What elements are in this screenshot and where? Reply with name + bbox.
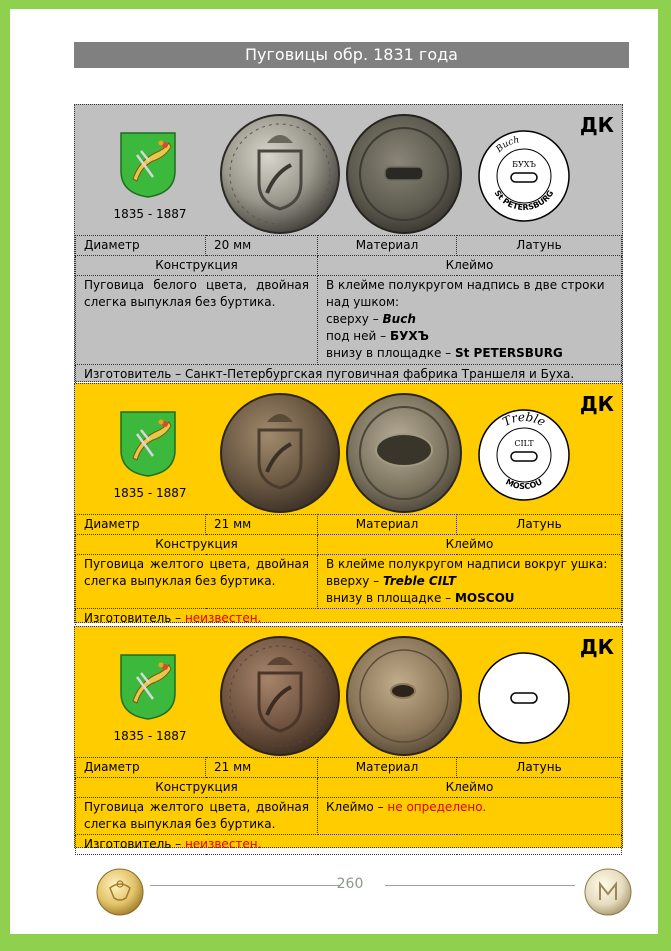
stamp-line-1: Клеймо – не определено. <box>326 800 487 814</box>
info-table <box>75 235 622 385</box>
footer-divider-right <box>385 885 575 886</box>
material-value: Латунь <box>457 236 622 256</box>
years-label: 1835 - 1887 <box>113 486 187 500</box>
diameter-value: 21 мм <box>206 515 318 535</box>
button-back-image <box>345 635 463 757</box>
construction-text: Пуговица белого цвета, двойная слегка выпуклая без буртика. <box>76 276 318 365</box>
stamp-drawing <box>477 408 571 502</box>
kharkov-coat-of-arms-icon <box>119 131 177 199</box>
button-back-image <box>345 392 463 514</box>
material-value: Латунь <box>457 758 622 778</box>
maker-row: Изготовитель – неизвестен. <box>76 609 622 629</box>
button-card-3 <box>74 626 623 851</box>
diameter-value: 21 мм <box>206 758 318 778</box>
years-label: 1835 - 1887 <box>113 729 187 743</box>
stamp-line-2: сверху – Buch <box>326 312 416 326</box>
kharkov-coat-of-arms-icon <box>119 410 177 478</box>
stamp-line-2: вверху – Treble CILT <box>326 574 457 588</box>
dk-badge: ДК <box>579 113 614 137</box>
stamp-line-1: В клейме полукругом надписи вокруг ушка: <box>326 557 608 571</box>
page-number: 260 <box>336 876 364 892</box>
years-label: 1835 - 1887 <box>113 207 187 221</box>
footer-left-button-icon <box>96 868 144 916</box>
dk-badge: ДК <box>579 392 614 416</box>
stamp-description <box>318 798 622 835</box>
maker-row: Изготовитель – неизвестен. <box>76 835 622 855</box>
stamp-bottom-text: MOSCOU <box>504 477 544 492</box>
diameter-label: Диаметр <box>76 236 206 256</box>
stamp-line-3: под ней – БУХЪ <box>326 329 429 343</box>
stamp-header: Клеймо <box>318 535 622 555</box>
construction-header: Конструкция <box>76 535 318 555</box>
stamp-bottom-text: St PETERSBURG <box>492 188 556 213</box>
stamp-description <box>318 276 622 365</box>
maker-row: Изготовитель – Санкт-Петербургская пуговичная фабрика Траншеля и Буха. <box>76 365 622 385</box>
construction-text: Пуговица желтого цвета, двойная слегка выпуклая без буртика. <box>76 798 318 835</box>
dk-badge: ДК <box>579 635 614 659</box>
diameter-label: Диаметр <box>76 758 206 778</box>
diameter-value: 20 мм <box>206 236 318 256</box>
stamp-drawing <box>477 651 571 745</box>
button-card-1 <box>74 104 623 382</box>
stamp-top-text: Buch <box>494 135 521 155</box>
stamp-drawing <box>477 129 571 223</box>
stamp-description <box>318 555 622 609</box>
button-back-image <box>345 113 463 235</box>
kharkov-coat-of-arms-icon <box>119 653 177 721</box>
diameter-label: Диаметр <box>76 515 206 535</box>
stamp-second-text: CILT <box>514 439 534 448</box>
button-front-image <box>219 635 341 757</box>
footer-right-button-icon <box>584 868 632 916</box>
stamp-line-1: В клейме полукругом надпись в две строки над ушком: <box>326 278 605 309</box>
material-value: Латунь <box>457 515 622 535</box>
button-front-image <box>219 392 341 514</box>
button-front-image <box>219 113 341 235</box>
construction-header: Конструкция <box>76 778 318 798</box>
material-label: Материал <box>318 236 457 256</box>
stamp-second-text: БУХЪ <box>512 160 536 169</box>
material-label: Материал <box>318 515 457 535</box>
stamp-header: Клеймо <box>318 778 622 798</box>
stamp-line-4: внизу в площадке – St PETERSBURG <box>326 346 563 360</box>
construction-text: Пуговица желтого цвета, двойная слегка выпуклая без буртика. <box>76 555 318 609</box>
page-title: Пуговицы обр. 1831 года <box>74 42 629 68</box>
button-card-2 <box>74 383 623 623</box>
stamp-line-3: внизу в площадке – MOSCOU <box>326 591 515 605</box>
info-table <box>75 757 622 855</box>
info-table <box>75 514 622 629</box>
stamp-header: Клеймо <box>318 256 622 276</box>
stamp-top-text: Treble <box>500 409 548 430</box>
material-label: Материал <box>318 758 457 778</box>
construction-header: Конструкция <box>76 256 318 276</box>
